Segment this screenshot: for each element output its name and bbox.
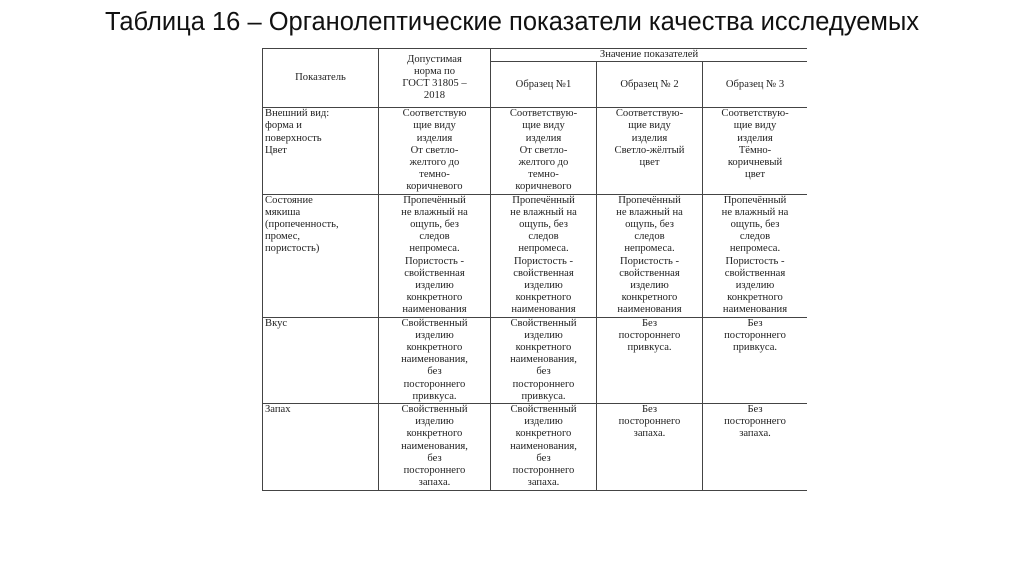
cell-line: непромеса. — [409, 243, 460, 255]
sample-3-cell — [703, 108, 808, 194]
cell-line: ощупь, без — [625, 219, 674, 231]
cell-line: следов — [419, 231, 450, 243]
cell-line: конкретного — [515, 428, 572, 440]
cell-line: привкуса. — [627, 342, 672, 354]
cell-line: коричневого — [515, 181, 572, 193]
cell-line: Соответствую — [402, 108, 467, 120]
cell-line: наименования — [511, 304, 576, 316]
indicator-cell — [263, 317, 379, 403]
cell-line: Допустимая — [407, 53, 462, 65]
cell-line: конкретного — [406, 292, 463, 304]
row-crumb — [263, 194, 808, 317]
cell-line: наименования, — [401, 440, 468, 452]
cell-line: следов — [528, 231, 559, 243]
cell-line: изделия — [631, 132, 668, 144]
sample-1-cell — [491, 108, 597, 194]
cell-line: без — [427, 452, 442, 464]
cell-line: ощупь, без — [730, 219, 780, 231]
cell-line: промес, — [265, 231, 301, 243]
cell-line: Пористость - — [404, 255, 464, 267]
cell-line: без — [427, 366, 442, 378]
cell-line: Внешний вид: — [265, 108, 330, 120]
cell-line: (пропеченность, — [265, 219, 339, 231]
sample-2-cell — [597, 317, 703, 403]
cell-line: свойственная — [724, 267, 786, 279]
cell-line: Без — [747, 404, 763, 416]
sample-1-cell — [491, 404, 597, 490]
header-values-group: Значение показателей — [491, 49, 808, 62]
cell-line: свойственная — [404, 267, 465, 279]
norm-cell — [379, 108, 491, 194]
cell-line: изделия — [525, 132, 562, 144]
cell-line: постороннего — [724, 329, 786, 341]
cell-line: не влажный на — [616, 206, 683, 218]
cell-line: конкретного — [406, 342, 463, 354]
norm-cell — [379, 317, 491, 403]
cell-line: Свойственный — [510, 404, 577, 416]
cell-line: непромеса. — [624, 243, 675, 255]
cell-line: 2018 — [423, 90, 446, 102]
indicator-cell — [263, 194, 379, 317]
cell-line: без — [536, 452, 551, 464]
cell-line: запаха. — [633, 428, 666, 440]
cell-line: коричневый — [727, 157, 783, 169]
norm-cell — [379, 194, 491, 317]
cell-line: желтого до — [409, 157, 460, 169]
sample-3-cell — [703, 194, 808, 317]
header-sample-3: Образец № 3 — [703, 62, 808, 108]
cell-line: цвет — [745, 169, 765, 181]
header-row — [263, 49, 808, 62]
cell-line: привкуса. — [521, 390, 566, 402]
sample-1-cell — [491, 194, 597, 317]
cell-line: конкретного — [515, 292, 572, 304]
sample-2-cell — [597, 404, 703, 490]
cell-line: Соответствую- — [615, 108, 684, 120]
cell-line: не влажный на — [401, 206, 468, 218]
cell-line: Пропечённый — [403, 194, 466, 206]
cell-line: постороннего — [618, 416, 681, 428]
cell-line: конкретного — [727, 292, 783, 304]
cell-line: изделию — [524, 280, 563, 292]
cell-line: Состояние — [265, 194, 313, 206]
cell-line: щие виду — [413, 120, 456, 132]
header-sample-1: Образец №1 — [491, 62, 597, 108]
cell-line: привкуса. — [732, 342, 778, 354]
cell-line: От светло- — [519, 144, 568, 156]
cell-line: пористость) — [265, 243, 320, 255]
cell-line: изделию — [630, 280, 669, 292]
cell-line: следов — [634, 231, 665, 243]
cell-line: темно- — [528, 169, 559, 181]
cell-line: цвет — [639, 157, 660, 169]
indicator-cell — [263, 108, 379, 194]
cell-line: мякиша — [265, 206, 301, 218]
cell-line: конкретного — [406, 428, 463, 440]
norm-cell — [379, 404, 491, 490]
cell-line: коричневого — [406, 181, 463, 193]
cell-line: запаха. — [739, 428, 771, 440]
row-taste — [263, 317, 808, 403]
cell-line: запаха. — [527, 477, 560, 489]
cell-line: свойственная — [619, 267, 680, 279]
cell-line: Пропечённый — [723, 194, 787, 206]
cell-line: темно- — [419, 169, 450, 181]
cell-line: Без — [641, 404, 658, 416]
cell-line: ГОСТ 31805 – — [402, 78, 467, 90]
cell-line: желтого до — [518, 157, 569, 169]
cell-line: запаха. — [418, 477, 451, 489]
table-viewport — [262, 48, 807, 576]
header-indicator: Показатель — [263, 49, 379, 108]
cell-line: конкретного — [515, 342, 572, 354]
row-smell — [263, 404, 808, 490]
cell-line: постороннего — [512, 378, 575, 390]
sample-2-cell — [597, 194, 703, 317]
cell-line: изделия — [416, 132, 453, 144]
organoleptic-table — [262, 48, 807, 491]
cell-line: изделия — [737, 132, 773, 144]
cell-line: От светло- — [410, 144, 459, 156]
cell-line: постороннего — [512, 465, 575, 477]
cell-line: Соответствую- — [721, 108, 789, 120]
cell-line: ощупь, без — [519, 219, 568, 231]
header-sample-2: Образец № 2 — [597, 62, 703, 108]
cell-line: наименования, — [510, 354, 577, 366]
cell-line: непромеса. — [518, 243, 569, 255]
cell-line: Запах — [265, 404, 291, 416]
cell-line: свойственная — [513, 267, 574, 279]
sample-3-cell — [703, 404, 808, 490]
cell-line: постороннего — [618, 329, 681, 341]
row-appearance — [263, 108, 808, 194]
cell-line: щие виду — [733, 120, 777, 132]
cell-line: форма и — [265, 120, 302, 132]
cell-line: не влажный на — [721, 206, 789, 218]
cell-line: следов — [739, 231, 771, 243]
cell-line: Светло-жёлтый — [614, 144, 685, 156]
cell-line: Без — [641, 317, 658, 329]
cell-line: конкретного — [621, 292, 678, 304]
cell-line: Пористость - — [513, 255, 573, 267]
cell-line: непромеса. — [729, 243, 781, 255]
cell-line: постороннего — [403, 378, 466, 390]
cell-line: Пористость - — [725, 255, 785, 267]
cell-line: Пропечённый — [618, 194, 681, 206]
indicator-cell — [263, 404, 379, 490]
cell-line: наименования — [722, 304, 788, 316]
cell-line: Пропечённый — [512, 194, 575, 206]
cell-line: наименования, — [510, 440, 577, 452]
header-norm — [379, 49, 491, 108]
cell-line: щие виду — [628, 120, 671, 132]
cell-line: норма по — [413, 65, 456, 77]
cell-line: не влажный на — [510, 206, 577, 218]
cell-line: без — [536, 366, 551, 378]
cell-line: изделию — [415, 416, 454, 428]
cell-line: изделию — [524, 329, 563, 341]
cell-line: Соответствую- — [509, 108, 578, 120]
cell-line: изделию — [415, 329, 454, 341]
sample-3-cell — [703, 317, 808, 403]
cell-line: постороннего — [403, 465, 466, 477]
cell-line: Свойственный — [510, 317, 577, 329]
cell-line: щие виду — [522, 120, 565, 132]
cell-line: наименования, — [401, 354, 468, 366]
cell-line: изделию — [415, 280, 454, 292]
cell-line: Пористость - — [619, 255, 679, 267]
cell-line: поверхность — [265, 132, 322, 144]
cell-line: изделию — [524, 416, 563, 428]
cell-line: привкуса. — [412, 390, 457, 402]
cell-line: наименования — [402, 304, 467, 316]
cell-line: ощупь, без — [410, 219, 459, 231]
table-body — [263, 49, 808, 491]
cell-line: Свойственный — [401, 317, 468, 329]
sample-1-cell — [491, 317, 597, 403]
cell-line: постороннего — [724, 416, 786, 428]
cell-line: Свойственный — [401, 404, 468, 416]
slide-title: Таблица 16 – Органолептические показатели качества исследуемых — [104, 8, 920, 36]
cell-line: Вкус — [265, 317, 288, 329]
cell-line: изделию — [735, 280, 775, 292]
cell-line: Тёмно- — [738, 144, 772, 156]
cell-line: Цвет — [265, 144, 287, 156]
sample-2-cell — [597, 108, 703, 194]
cell-line: наименования — [617, 304, 682, 316]
cell-line: Без — [747, 317, 763, 329]
